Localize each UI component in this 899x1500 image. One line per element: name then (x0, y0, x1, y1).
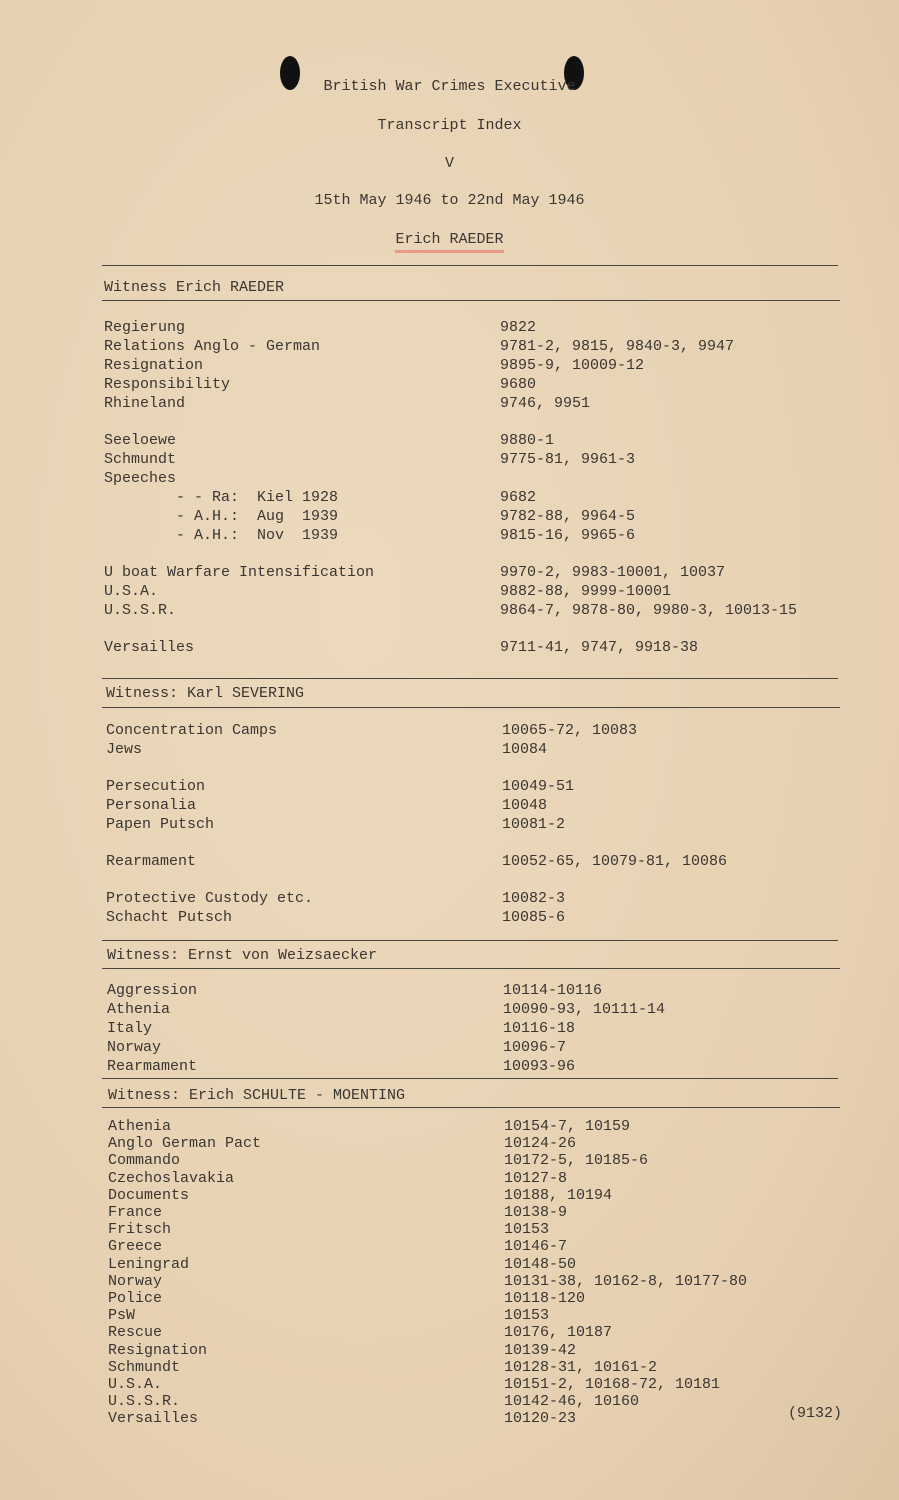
entry-topic: Schacht Putsch (106, 909, 233, 926)
entry-pages: 10116-18 (503, 1020, 576, 1037)
index-entry (108, 1237, 848, 1256)
section-divider (102, 1107, 840, 1108)
entry-topic: Relations Anglo - German (104, 338, 321, 355)
entry-pages: 10176, 10187 (504, 1324, 613, 1342)
index-entry (104, 582, 844, 601)
subject-name: Erich RAEDER (395, 231, 503, 253)
entry-pages: 10093-96 (503, 1058, 576, 1075)
entry-topic: Concentration Camps (106, 722, 278, 739)
entry-pages: 10153 (504, 1307, 550, 1325)
index-entry (104, 450, 844, 469)
index-entry (108, 1289, 848, 1308)
entry-pages: 10153 (504, 1221, 550, 1239)
entry-topic: Protective Custody etc. (106, 890, 314, 907)
section-divider (102, 1078, 838, 1079)
index-entry (107, 1019, 847, 1038)
index-entry (107, 1000, 847, 1019)
section-divider (102, 300, 840, 301)
index-entry (108, 1117, 848, 1136)
index-entry (104, 601, 844, 620)
entry-topic: Schmundt (108, 1358, 181, 1376)
entry-topic: Personalia (106, 797, 197, 814)
entry-topic: U.S.A. (108, 1376, 163, 1393)
witness-heading: Witness: Karl SEVERING (106, 685, 305, 702)
index-entry (104, 526, 844, 545)
entry-pages: 10172-5, 10185-6 (504, 1152, 649, 1170)
section-divider (102, 707, 840, 708)
entry-pages: 9682 (500, 489, 537, 506)
entry-topic: Speeches (104, 470, 177, 487)
entry-topic: France (108, 1204, 163, 1221)
index-entry (106, 815, 846, 834)
entry-topic: Papen Putsch (106, 816, 215, 833)
index-entry (108, 1341, 848, 1360)
index-entry (108, 1203, 848, 1222)
entry-topic: - A.H.: Aug 1939 (176, 508, 339, 525)
entry-pages: 9711-41, 9747, 9918-38 (500, 639, 699, 656)
entry-pages: 10131-38, 10162-8, 10177-80 (504, 1272, 748, 1290)
entry-topic: Seeloewe (104, 432, 177, 449)
witness-heading: Witness Erich RAEDER (104, 279, 285, 296)
entry-topic: Rhineland (104, 395, 186, 412)
entry-topic: PsW (108, 1307, 136, 1325)
index-entry (106, 908, 846, 927)
entry-pages: 10128-31, 10161-2 (504, 1358, 658, 1376)
index-entry (104, 337, 844, 356)
entry-topic: Aggression (107, 982, 198, 999)
page-number: (9132) (788, 1405, 843, 1422)
entry-pages: 9746, 9951 (500, 395, 591, 412)
index-entry (104, 431, 844, 450)
entry-pages: 10138-9 (504, 1204, 568, 1221)
entry-topic: U.S.S.R. (108, 1393, 181, 1411)
entry-pages: 10065-72, 10083 (502, 722, 638, 739)
index-entry (108, 1255, 848, 1274)
index-entry (104, 318, 844, 337)
entry-pages: 10082-3 (502, 890, 566, 907)
index-entry (108, 1392, 848, 1411)
entry-pages: 9822 (500, 319, 537, 336)
entry-pages: 10118-120 (504, 1290, 586, 1307)
entry-topic: Schmundt (104, 451, 177, 468)
index-entry (104, 394, 844, 413)
entry-pages: 9815-16, 9965-6 (500, 527, 636, 544)
entry-topic: - A.H.: Nov 1939 (176, 527, 339, 544)
index-entry (108, 1186, 848, 1205)
entry-topic: Persecution (106, 778, 206, 795)
section-divider (102, 265, 838, 266)
index-entry (104, 356, 844, 375)
index-entry (108, 1409, 848, 1428)
entry-pages: 10081-2 (502, 816, 566, 833)
entry-pages: 9680 (500, 376, 537, 393)
entry-pages: 10154-7, 10159 (504, 1118, 631, 1135)
index-entry (106, 777, 846, 796)
index-entry (106, 852, 846, 871)
index-entry (107, 981, 847, 1000)
index-entry (108, 1358, 848, 1377)
index-entry (108, 1323, 848, 1342)
entry-topic: Rescue (108, 1324, 163, 1342)
entry-topic: Norway (108, 1272, 163, 1290)
entry-topic: Athenia (108, 1118, 172, 1135)
entry-topic: Czechoslavakia (108, 1169, 235, 1187)
index-entry (104, 638, 844, 657)
entry-topic: Anglo German Pact (108, 1135, 262, 1153)
index-entry (108, 1220, 848, 1239)
entry-topic: U.S.S.R. (104, 602, 177, 619)
index-entry (104, 488, 844, 507)
entry-pages: 9895-9, 10009-12 (500, 357, 645, 374)
witness-heading: Witness: Ernst von Weizsaecker (107, 947, 378, 964)
index-entry (106, 740, 846, 759)
index-entry (108, 1134, 848, 1153)
entry-topic: Rearmament (106, 853, 197, 870)
entry-pages: 9782-88, 9964-5 (500, 508, 636, 525)
entry-pages: 10188, 10194 (504, 1186, 613, 1204)
entry-topic: Greece (108, 1238, 163, 1256)
entry-pages: 10096-7 (503, 1039, 567, 1056)
entry-topic: U.S.A. (104, 583, 159, 600)
entry-topic: Rearmament (107, 1058, 198, 1075)
entry-pages: 9880-1 (500, 432, 555, 449)
entry-pages: 9882-88, 9999-10001 (500, 583, 672, 600)
index-entry (104, 507, 844, 526)
entry-pages: 10151-2, 10168-72, 10181 (504, 1376, 721, 1393)
entry-pages: 10049-51 (502, 778, 575, 795)
entry-topic: Documents (108, 1186, 190, 1204)
entry-topic: Resignation (108, 1341, 208, 1359)
index-entry (104, 469, 844, 488)
entry-topic: Jews (106, 741, 143, 758)
entry-pages: 10052-65, 10079-81, 10086 (502, 853, 728, 870)
document-title: Transcript Index (377, 117, 522, 134)
index-entry (104, 375, 844, 394)
entry-topic: Leningrad (108, 1255, 190, 1273)
entry-topic: Responsibility (104, 376, 231, 393)
index-entry (108, 1375, 848, 1394)
index-entry (107, 1038, 847, 1057)
entry-pages: 10084 (502, 741, 548, 758)
entry-pages: 10139-42 (504, 1341, 577, 1359)
entry-topic: Police (108, 1290, 163, 1307)
entry-pages: 10146-7 (504, 1238, 568, 1256)
index-entry (106, 796, 846, 815)
entry-topic: Commando (108, 1152, 181, 1170)
index-entry (108, 1272, 848, 1291)
entry-topic: Italy (107, 1020, 153, 1037)
index-entry (107, 1057, 847, 1076)
entry-pages: 10114-10116 (503, 982, 603, 999)
entry-pages: 10085-6 (502, 909, 566, 926)
org-heading: British War Crimes Executive (323, 78, 576, 95)
entry-topic: Versailles (104, 639, 195, 656)
entry-pages: 10048 (502, 797, 548, 814)
index-entry (108, 1169, 848, 1188)
date-range: 15th May 1946 to 22nd May 1946 (314, 192, 585, 209)
entry-topic: Resignation (104, 357, 204, 374)
volume-number: V (444, 155, 454, 172)
entry-topic: Regierung (104, 319, 186, 336)
index-entry (104, 563, 844, 582)
witness-heading: Witness: Erich SCHULTE - MOENTING (108, 1087, 406, 1104)
entry-topic: Norway (107, 1039, 162, 1056)
entry-topic: Fritsch (108, 1221, 172, 1239)
section-divider (102, 940, 838, 941)
entry-topic: U boat Warfare Intensification (104, 564, 375, 581)
entry-topic: - - Ra: Kiel 1928 (176, 489, 339, 506)
entry-pages: 10142-46, 10160 (504, 1393, 640, 1411)
entry-pages: 10124-26 (504, 1135, 577, 1153)
section-divider (102, 968, 840, 969)
entry-pages: 10148-50 (504, 1255, 577, 1273)
entry-topic: Athenia (107, 1001, 171, 1018)
index-entry (106, 889, 846, 908)
entry-pages: 10127-8 (504, 1169, 568, 1187)
section-divider (102, 678, 838, 679)
entry-pages: 9781-2, 9815, 9840-3, 9947 (500, 338, 735, 355)
entry-pages: 9970-2, 9983-10001, 10037 (500, 564, 726, 581)
entry-pages: 10120-23 (504, 1410, 577, 1428)
index-entry (108, 1151, 848, 1170)
index-entry (108, 1306, 848, 1325)
entry-pages: 9775-81, 9961-3 (500, 451, 636, 468)
entry-pages: 10090-93, 10111-14 (503, 1001, 666, 1018)
index-entry (106, 721, 846, 740)
entry-pages: 9864-7, 9878-80, 9980-3, 10013-15 (500, 602, 798, 619)
entry-topic: Versailles (108, 1410, 199, 1428)
